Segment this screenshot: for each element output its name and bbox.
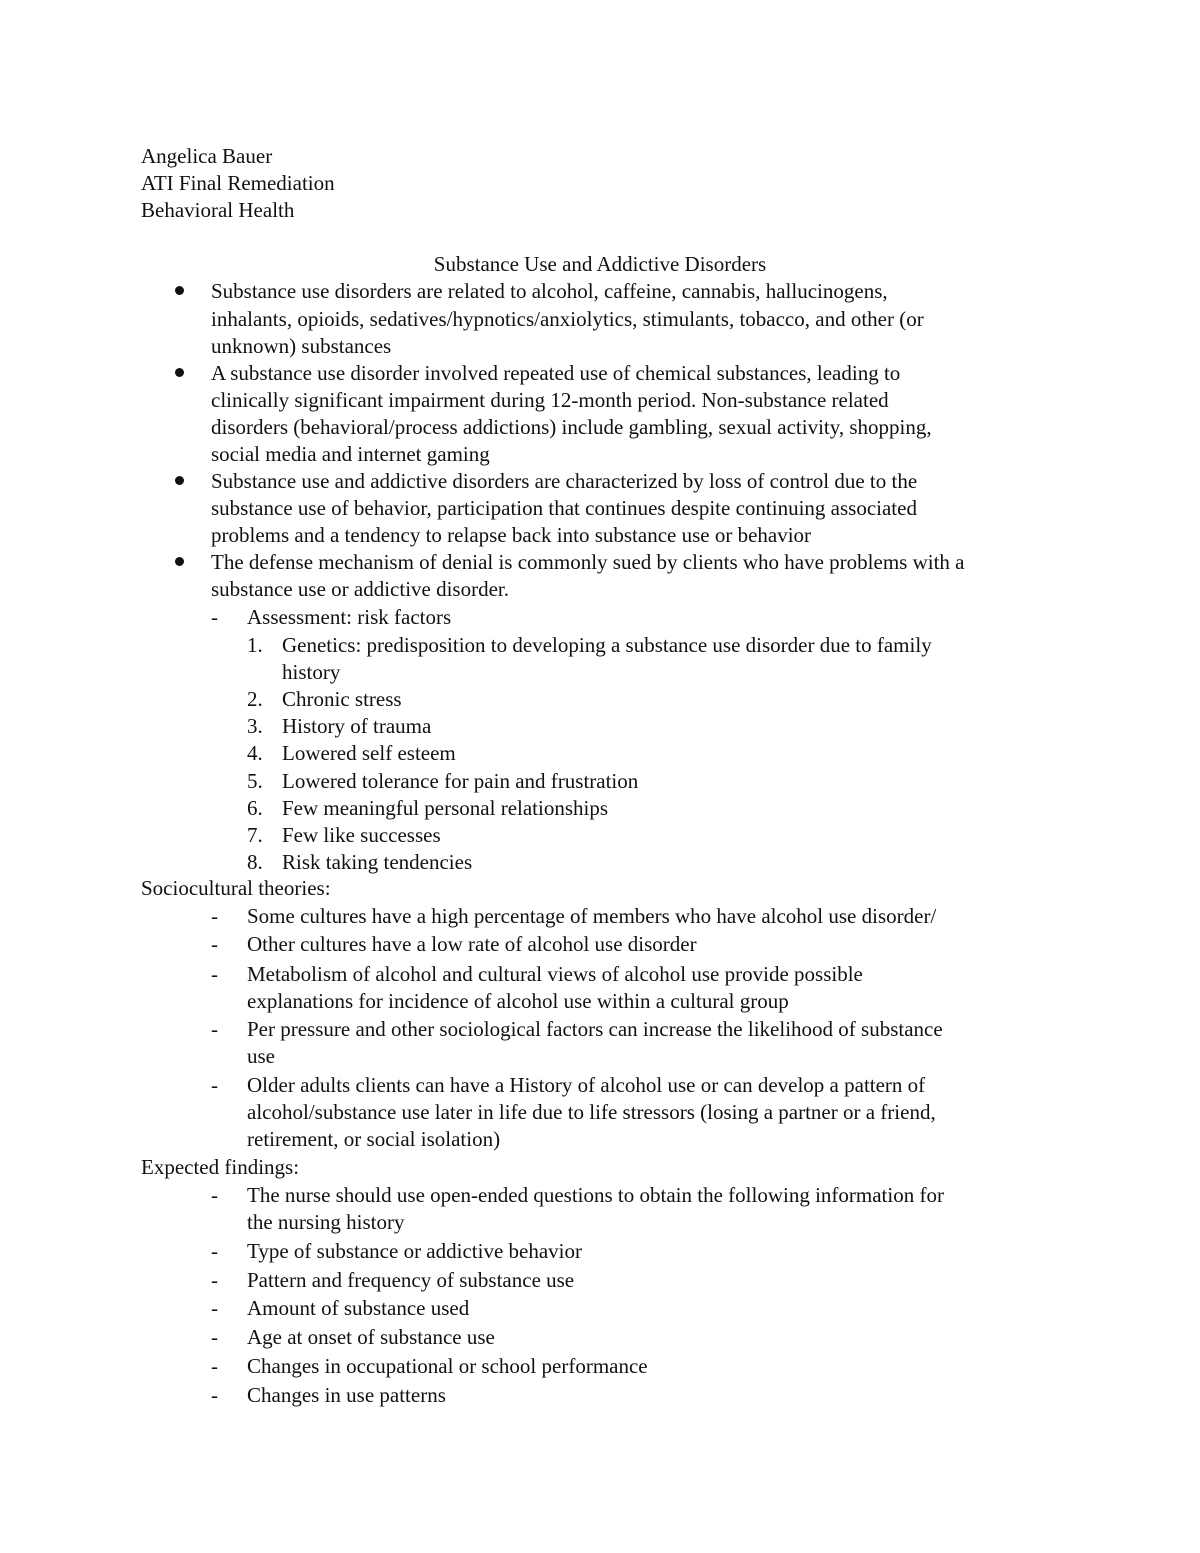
risk-factor-item: Chronic stress [282, 687, 402, 711]
sociocultural-item: retirement, or social isolation) [247, 1127, 501, 1151]
dash-marker: - [211, 962, 218, 986]
dash-marker: - [211, 1325, 218, 1349]
sociocultural-item: explanations for incidence of alcohol use within a cultural group [247, 989, 789, 1013]
dash-marker: - [211, 1383, 218, 1407]
bullet-text-line: unknown) substances [211, 334, 392, 358]
expected-findings-item: Type of substance or addictive behavior [247, 1239, 582, 1263]
list-number: 4. [247, 741, 263, 765]
bullet-text-line: Substance use and addictive disorders are characterized by loss of control due to the [211, 469, 918, 493]
list-number: 2. [247, 687, 263, 711]
dash-marker: - [211, 1073, 218, 1097]
assessment-label: Assessment: risk factors [247, 605, 452, 629]
expected-findings-item: Amount of substance used [247, 1296, 470, 1320]
bullet-icon [175, 557, 184, 566]
risk-factor-item: Few like successes [282, 823, 441, 847]
expected-findings-item: Changes in occupational or school performance [247, 1354, 648, 1378]
bullet-text-line: inhalants, opioids, sedatives/hypnotics/anxiolytics, stimulants, tobacco, and other (or [211, 307, 924, 331]
sociocultural-item: Metabolism of alcohol and cultural views of alcohol use provide possible [247, 962, 863, 986]
bullet-text-line: substance use or addictive disorder. [211, 577, 509, 601]
bullet-text-line: social media and internet gaming [211, 442, 490, 466]
sociocultural-item: Older adults clients can have a History of alcohol use or can develop a pattern of [247, 1073, 926, 1097]
bullet-text-line: Substance use disorders are related to alcohol, caffeine, cannabis, hallucinogens, [211, 279, 888, 303]
dash-marker: - [211, 1183, 218, 1207]
expected-findings-item: Pattern and frequency of substance use [247, 1268, 575, 1292]
subject-name: Behavioral Health [141, 198, 295, 222]
bullet-text-line: The defense mechanism of denial is commonly sued by clients who have problems with a [211, 550, 965, 574]
risk-factor-item: history [282, 660, 341, 684]
list-number: 7. [247, 823, 263, 847]
dash-marker: - [211, 1017, 218, 1041]
expected-findings-item: The nurse should use open-ended questions to obtain the following information for [247, 1183, 944, 1207]
expected-findings-item: Age at onset of substance use [247, 1325, 495, 1349]
bullet-icon [175, 286, 184, 295]
bullet-text-line: substance use of behavior, participation that continues despite continuing associated [211, 496, 917, 520]
dash-marker: - [211, 932, 218, 956]
risk-factor-item: Lowered self esteem [282, 741, 456, 765]
dash-marker: - [211, 1296, 218, 1320]
list-number: 8. [247, 850, 263, 874]
bullet-text-line: problems and a tendency to relapse back into substance use or behavior [211, 523, 812, 547]
document-title: Substance Use and Addictive Disorders [433, 252, 767, 276]
expected-findings-item: Changes in use patterns [247, 1383, 446, 1407]
sociocultural-item: alcohol/substance use later in life due to life stressors (losing a partner or a friend, [247, 1100, 936, 1124]
bullet-text-line: A substance use disorder involved repeated use of chemical substances, leading to [211, 361, 901, 385]
course-name: ATI Final Remediation [141, 171, 335, 195]
dash-marker: - [211, 605, 218, 629]
dash-marker: - [211, 1239, 218, 1263]
list-number: 6. [247, 796, 263, 820]
risk-factor-item: Genetics: predisposition to developing a substance use disorder due to family [282, 633, 932, 657]
list-number: 5. [247, 769, 263, 793]
bullet-text-line: disorders (behavioral/process addictions) include gambling, sexual activity, shopping, [211, 415, 932, 439]
sociocultural-heading: Sociocultural theories: [141, 876, 331, 900]
list-number: 1. [247, 633, 263, 657]
dash-marker: - [211, 1268, 218, 1292]
dash-marker: - [211, 1354, 218, 1378]
bullet-icon [175, 368, 184, 377]
risk-factor-item: History of trauma [282, 714, 432, 738]
bullet-icon [175, 476, 184, 485]
bullet-text-line: clinically significant impairment during 12-month period. Non-substance related [211, 388, 889, 412]
list-number: 3. [247, 714, 263, 738]
author-name: Angelica Bauer [141, 144, 273, 168]
sociocultural-item: Per pressure and other sociological factors can increase the likelihood of substance [247, 1017, 943, 1041]
risk-factor-item: Few meaningful personal relationships [282, 796, 609, 820]
sociocultural-item: Some cultures have a high percentage of members who have alcohol use disorder/ [247, 904, 937, 928]
dash-marker: - [211, 904, 218, 928]
expected-findings-item: the nursing history [247, 1210, 405, 1234]
risk-factor-item: Lowered tolerance for pain and frustration [282, 769, 639, 793]
risk-factor-item: Risk taking tendencies [282, 850, 473, 874]
sociocultural-item: Other cultures have a low rate of alcohol use disorder [247, 932, 697, 956]
expected-findings-heading: Expected findings: [141, 1155, 300, 1179]
sociocultural-item: use [247, 1044, 275, 1068]
